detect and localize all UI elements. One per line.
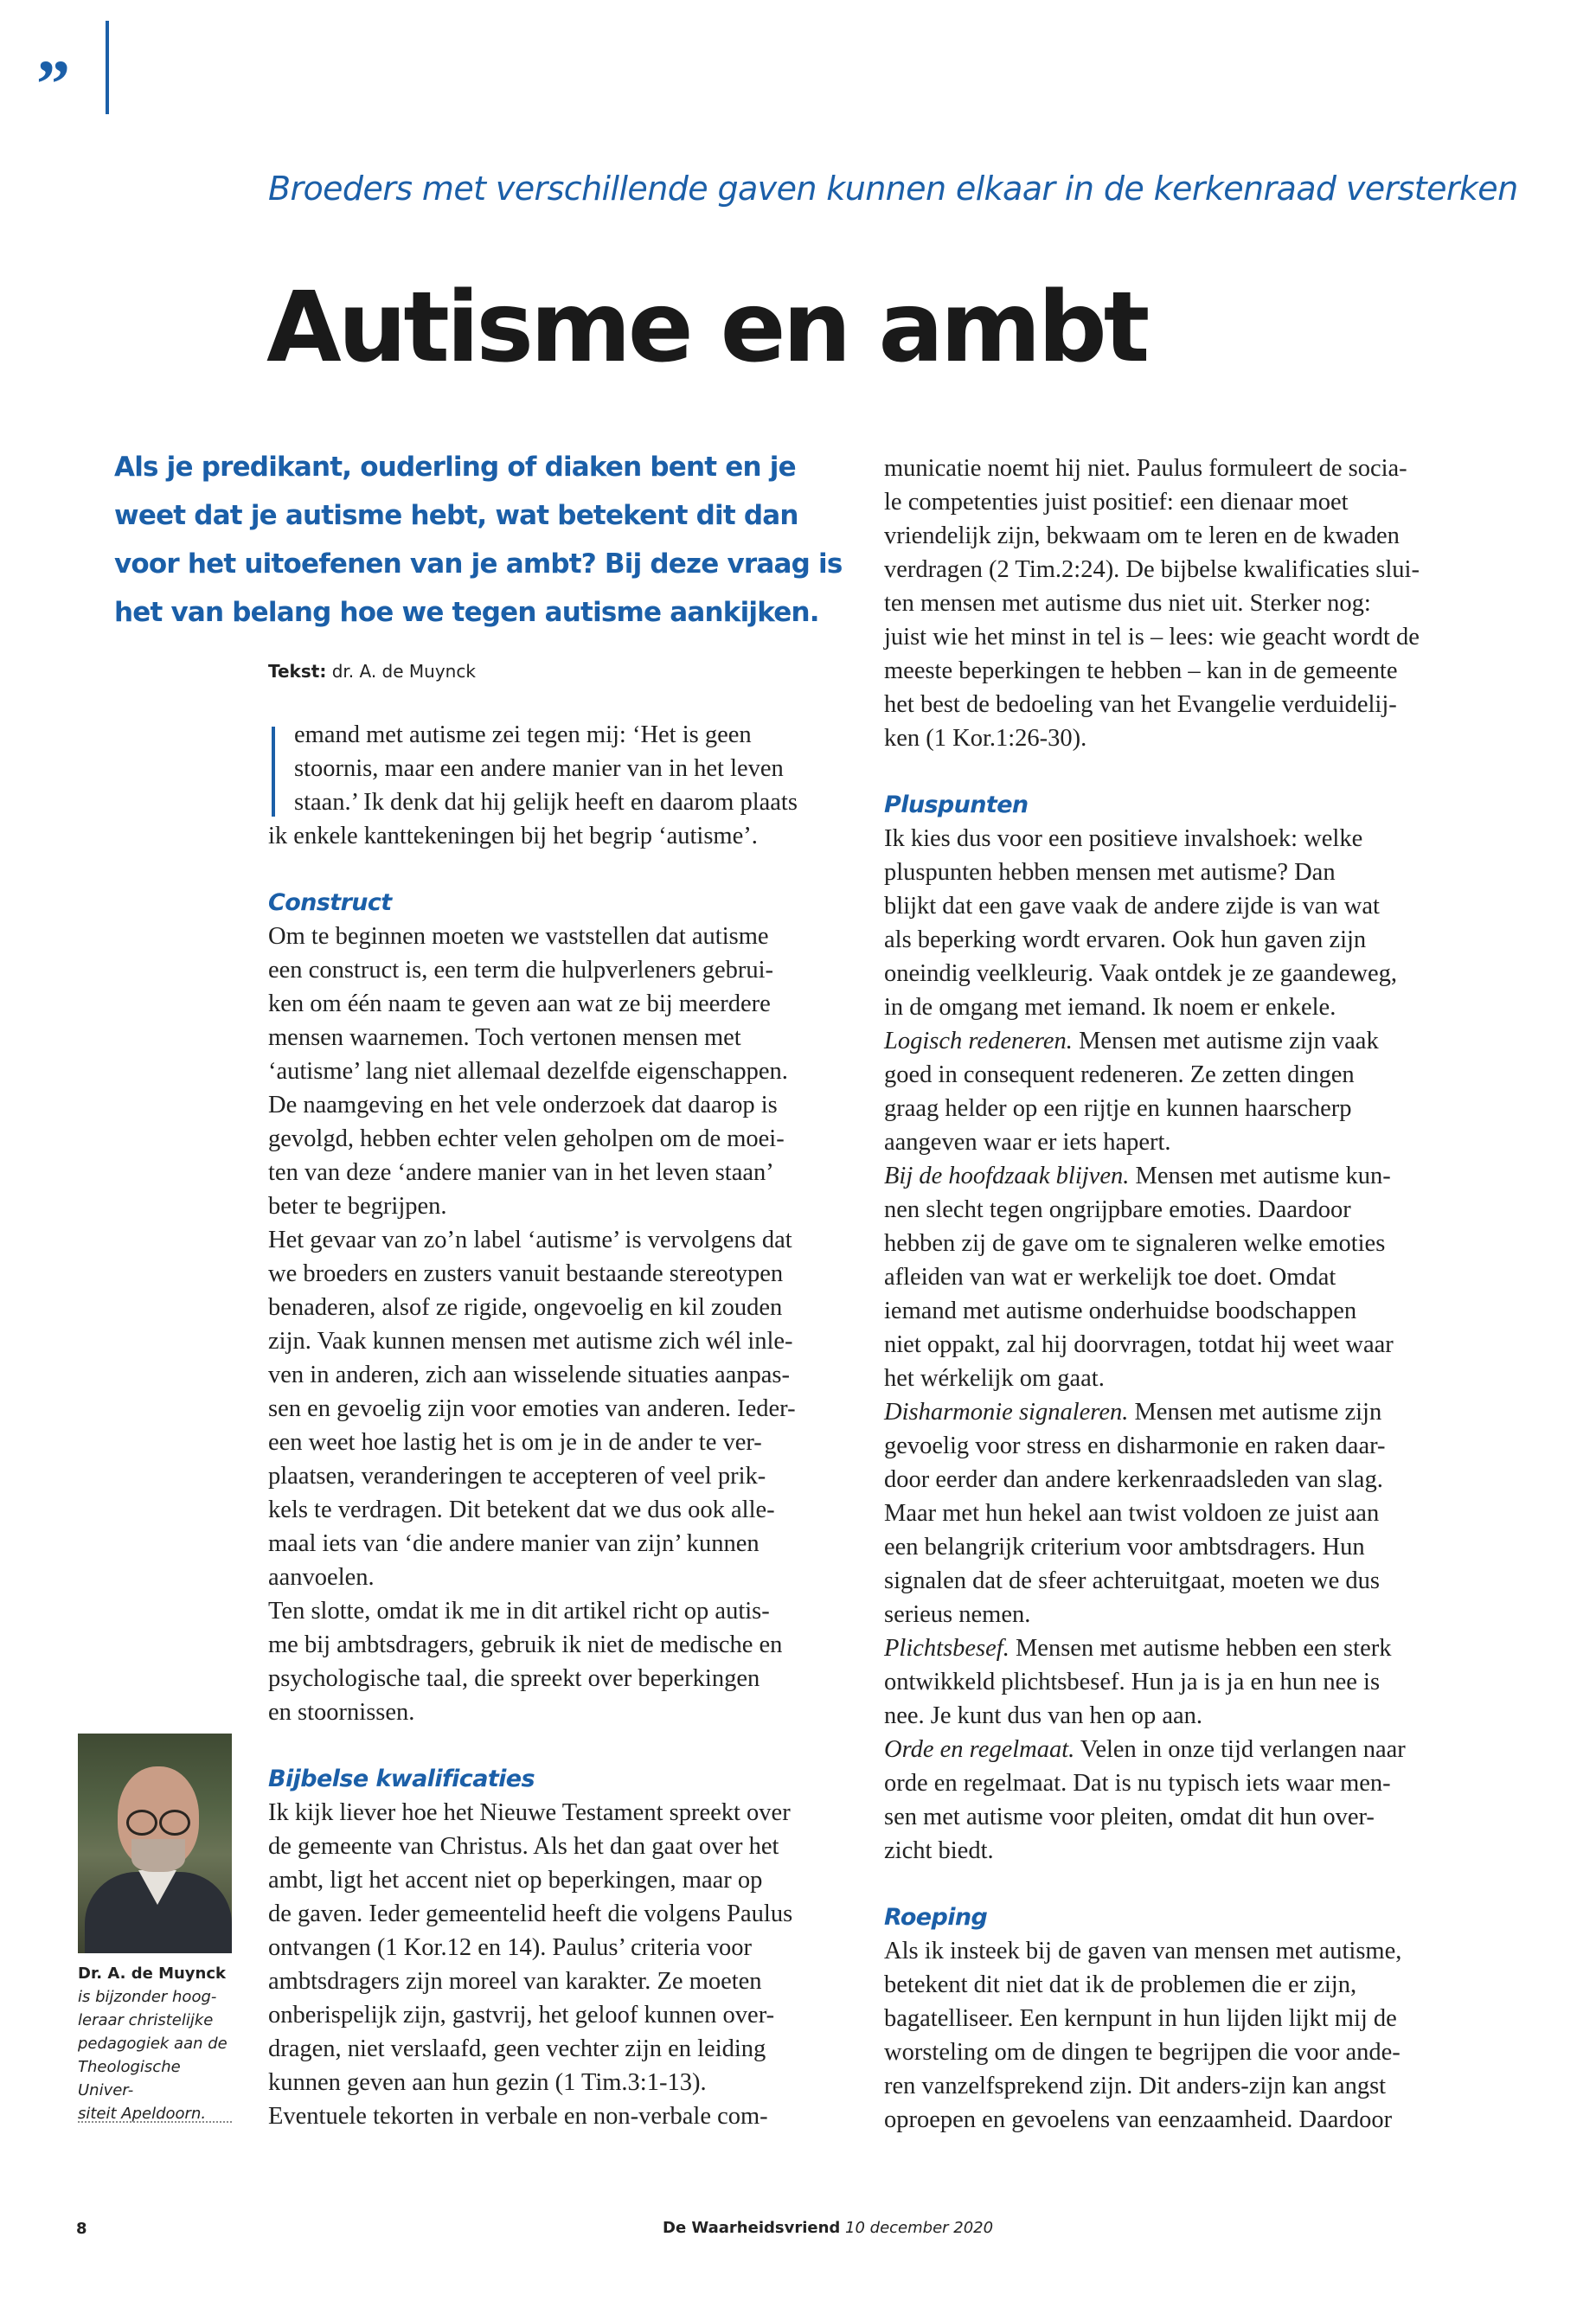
byline: [268, 661, 476, 682]
gift-term: Logisch redeneren.: [884, 1028, 1073, 1054]
body-line: worsteling om de dingen te begrijpen die voor ande-: [884, 2039, 1401, 2066]
body-line: le competenties juist positief: een dienaar moet: [884, 489, 1349, 516]
page-number: 8: [76, 2220, 87, 2238]
body-line: een weet hoe lastig het is om je in de ander te ver-: [268, 1429, 762, 1456]
body-line: orde en regelmaat. Dat is nu typisch iets waar men-: [884, 1770, 1391, 1797]
footer-date: 10 december 2020: [845, 2219, 994, 2237]
section-heading-roeping: Roeping: [884, 1904, 988, 1931]
body-line: Ik kijk liever hoe het Nieuwe Testament spreekt over: [268, 1799, 791, 1826]
body-line: Om te beginnen moeten we vaststellen dat autisme: [268, 923, 769, 950]
body-line: we broeders en zusters vanuit bestaande stereotypen: [268, 1260, 784, 1287]
body-line: ‘autisme’ lang niet allemaal dezelfde eigenschappen.: [268, 1058, 788, 1085]
body-line: ken (1 Kor.1:26-30).: [884, 725, 1087, 752]
body-line: dragen, niet verslaafd, geen vechter zijn en leiding: [268, 2035, 766, 2062]
body-line: Ten slotte, omdat ik me in dit artikel richt op autis-: [268, 1598, 770, 1625]
body-line: zijn. Vaak kunnen mensen met autisme zich wél inle-: [268, 1328, 793, 1355]
gift-term: Orde en regelmaat.: [884, 1736, 1075, 1763]
section-body-bijbelse: [268, 1796, 839, 2133]
footer-magazine: De Waarheidsvriend: [663, 2219, 841, 2237]
body-line: juist wie het minst in tel is – lees: wie geacht wordt de: [884, 624, 1420, 651]
body-line: zicht biedt.: [884, 1837, 994, 1864]
body-line: afleiden van wat er werkelijk toe doet. Omdat: [884, 1264, 1336, 1291]
body-line: stoornis, maar een andere manier van in het leven: [294, 755, 784, 782]
body-line: iemand met autisme onderhuidse boodschappen: [884, 1298, 1357, 1324]
gift-term: Disharmonie signaleren.: [884, 1399, 1129, 1426]
body-line: beter te begrijpen.: [268, 1193, 447, 1220]
body-line: mensen waarnemen. Toch vertonen mensen met: [268, 1024, 741, 1051]
body-line: vriendelijk zijn, bekwaam om te leren en de kwaden: [884, 522, 1400, 549]
author-photo: [78, 1734, 232, 1953]
body-line: sen met autisme voor pleiten, omdat dit hun over-: [884, 1804, 1375, 1830]
photo-caption: [78, 1962, 234, 2125]
body-line: pluspunten hebben mensen met autisme? Dan: [884, 859, 1336, 886]
body-line: het best de bedoeling van het Evangelie verduidelij-: [884, 691, 1397, 718]
body-line: municatie noemt hij niet. Paulus formuleert de socia-: [884, 455, 1407, 482]
body-line: de gaven. Ieder gemeentelid heeft die volgens Paulus: [268, 1900, 793, 1927]
body-line: staan.’ Ik denk dat hij gelijk heeft en daarom plaats: [294, 789, 798, 816]
body-line: ambt, ligt het accent niet op beperkingen, maar op: [268, 1867, 763, 1894]
article-subtitle: Broeders met verschillende gaven kunnen elkaar in de kerkenraad versterken: [268, 170, 1518, 208]
section-heading-bijbelse: Bijbelse kwalificaties: [268, 1766, 535, 1792]
body-line: ontwikkeld plichtsbesef. Hun ja is ja en hun nee is: [884, 1669, 1381, 1695]
body-line: emand met autisme zei tegen mij: ‘Het is geen: [294, 721, 752, 748]
body-line: niet oppakt, zal hij doorvragen, totdat hij weet waar: [884, 1331, 1394, 1358]
body-line: een construct is, een term die hulpverleners gebrui-: [268, 957, 774, 984]
body-line: verdragen (2 Tim.2:24). De bijbelse kwalificaties slui-: [884, 556, 1420, 583]
body-line: ontvangen (1 Kor.12 en 14). Paulus’ criteria voor: [268, 1934, 753, 1961]
body-line: als beperking wordt ervaren. Ook hun gaven zijn: [884, 926, 1367, 953]
body-line: Maar met hun hekel aan twist voldoen ze juist aan: [884, 1500, 1380, 1527]
body-line: Als ik insteek bij de gaven van mensen met autisme,: [884, 1938, 1402, 1965]
gift-text: Velen in onze tijd verlangen naar: [1074, 1736, 1406, 1763]
column-right: [884, 452, 1472, 2137]
body-line: ten van deze ‘andere manier van in het leven staan’: [268, 1159, 774, 1186]
gift-term: Plichtsbesef.: [884, 1635, 1010, 1662]
body-line: sen en gevoelig zijn voor emoties van anderen. Ieder-: [268, 1395, 796, 1422]
body-line: benaderen, alsof ze rigide, ongevoelig en kil zouden: [268, 1294, 783, 1321]
footer-publication: [663, 2219, 993, 2237]
opening-paragraph: [268, 718, 839, 853]
gift-text: Mensen met autisme hebben een sterk: [1009, 1635, 1392, 1662]
article-title: Autisme en ambt: [266, 272, 1147, 384]
body-line: ken om één naam te geven aan wat ze bij meerdere: [268, 990, 771, 1017]
body-line: Ik kies dus voor een positieve invalshoek: welke: [884, 825, 1363, 852]
gift-text: Mensen met autisme zijn vaak: [1072, 1028, 1379, 1054]
section-body-roeping: [884, 1934, 1472, 2137]
body-line: aangeven waar er iets hapert.: [884, 1129, 1171, 1156]
column-left: [268, 718, 839, 2133]
gift-text: Mensen met autisme zijn: [1128, 1399, 1382, 1426]
body-line: in de omgang met iemand. Ik noem er enkele.: [884, 994, 1336, 1021]
gift-item: [884, 1631, 1472, 1665]
body-line: oneindig veelkleurig. Vaak ontdek je ze gaandeweg,: [884, 960, 1398, 987]
body-line: Het gevaar van zo’n label ‘autisme’ is vervolgens dat: [268, 1227, 792, 1253]
section-body-continuation: [884, 452, 1472, 755]
section-heading-pluspunten: Pluspunten: [884, 792, 1029, 818]
body-line: ven in anderen, zich aan wisselende situaties aanpas-: [268, 1362, 791, 1388]
gift-item: [884, 1395, 1472, 1429]
body-line: goed in consequent redeneren. Ze zetten dingen: [884, 1061, 1355, 1088]
body-line: onberispelijk zijn, gastvrij, het geloof kunnen over-: [268, 2002, 775, 2029]
body-line: gevoelig voor stress en disharmonie en raken daar-: [884, 1433, 1386, 1459]
caption-line: siteit Apeldoorn.: [78, 2105, 207, 2123]
body-line: blijkt dat een gave vaak de andere zijde is van wat: [884, 893, 1380, 920]
body-line: kunnen geven aan hun gezin (1 Tim.3:1-13).: [268, 2069, 707, 2096]
caption-line: leraar christelijke: [78, 2011, 214, 2029]
article-intro: Als je predikant, ouderling of diaken bent en je weet dat je autisme hebt, wat betekent dit dan voor het uitoefenen van je ambt? Bij deze vraag is het van belang hoe we tegen autisme aankijken.: [114, 452, 843, 628]
body-line: hebben zij de gave om te signaleren welke emoties: [884, 1230, 1386, 1257]
body-line: plaatsen, veranderingen te accepteren of veel prik-: [268, 1463, 766, 1490]
caption-line: Theologische Univer-: [78, 2058, 181, 2099]
gift-term: Bij de hoofdzaak blijven.: [884, 1163, 1130, 1189]
body-line: gevolgd, hebben echter velen geholpen om de moei-: [268, 1125, 785, 1152]
gift-item: [884, 1733, 1472, 1766]
body-line: door eerder dan andere kerkenraadsleden van slag.: [884, 1466, 1383, 1493]
body-line: Eventuele tekorten in verbale en non-verbale com-: [268, 2103, 768, 2130]
gift-item: [884, 1159, 1472, 1193]
section-body-pluspunten: [884, 822, 1472, 1868]
body-line: kels te verdragen. Dit betekent dat we dus ook alle-: [268, 1497, 775, 1523]
caption-line: pedagogiek aan de: [78, 2035, 228, 2053]
body-line: ik enkele kanttekeningen bij het begrip ‘autisme’.: [268, 823, 758, 849]
body-line: ambtsdragers zijn moreel van karakter. Ze moeten: [268, 1968, 762, 1995]
body-line: signalen dat de sfeer achteruitgaat, moeten we dus: [884, 1567, 1380, 1594]
body-line: serieus nemen.: [884, 1601, 1031, 1628]
gift-item: [884, 1024, 1472, 1058]
body-line: graag helder op een rijtje en kunnen haarscherp: [884, 1095, 1352, 1122]
body-line: bagatelliseer. Een kernpunt in hun lijden lijkt mij de: [884, 2005, 1397, 2032]
caption-name: Dr. A. de Muynck: [78, 1965, 226, 1983]
byline-author: dr. A. de Muynck: [331, 661, 476, 682]
byline-label: Tekst:: [268, 661, 327, 682]
body-line: De naamgeving en het vele onderzoek dat daarop is: [268, 1092, 778, 1118]
body-line: het wérkelijk om gaat.: [884, 1365, 1105, 1392]
body-line: maal iets van ‘die andere manier van zijn’ kunnen: [268, 1530, 760, 1557]
body-line: ren vanzelfsprekend zijn. Dit anders-zijn kan angst: [884, 2073, 1387, 2099]
caption-divider: [78, 2121, 232, 2123]
body-line: nee. Je kunt dus van hen op aan.: [884, 1702, 1203, 1729]
section-body-construct: [268, 920, 839, 1729]
gift-text: Mensen met autisme kun-: [1129, 1163, 1391, 1189]
body-line: aanvoelen.: [268, 1564, 375, 1591]
body-line: betekent dit niet dat ik de problemen die er zijn,: [884, 1971, 1357, 1998]
quote-mark-icon: ”: [36, 46, 70, 121]
body-line: ten mensen met autisme dus niet uit. Sterker nog:: [884, 590, 1371, 617]
section-heading-construct: Construct: [268, 889, 392, 916]
caption-line: is bijzonder hoog-: [78, 1988, 217, 2006]
header-rule: [106, 21, 109, 114]
body-line: oproepen en gevoelens van eenzaamheid. Daardoor: [884, 2106, 1393, 2133]
body-line: de gemeente van Christus. Als het dan gaat over het: [268, 1833, 779, 1860]
body-line: meeste beperkingen te hebben – kan in de gemeente: [884, 657, 1398, 684]
body-line: een belangrijk criterium voor ambtsdragers. Hun: [884, 1534, 1365, 1561]
body-line: en stoornissen.: [268, 1699, 415, 1726]
body-line: psychologische taal, die spreekt over beperkingen: [268, 1665, 760, 1692]
body-line: me bij ambtsdragers, gebruik ik niet de medische en: [268, 1631, 783, 1658]
body-line: nen slecht tegen ongrijpbare emoties. Daardoor: [884, 1196, 1351, 1223]
